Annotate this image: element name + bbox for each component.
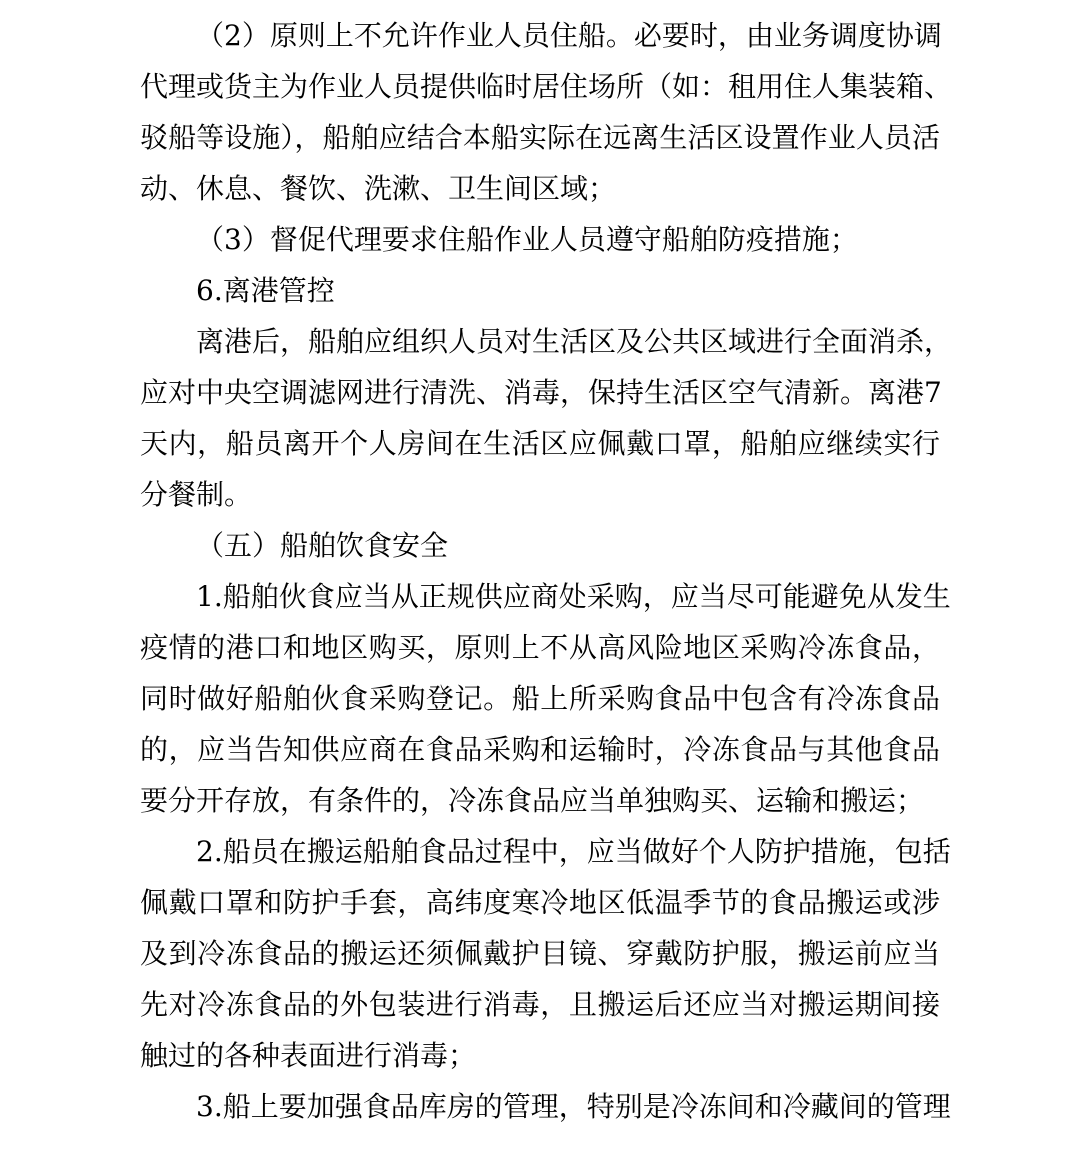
- paragraph-line: 1.船舶伙食应当从正规供应商处采购，应当尽可能避免从发生: [196, 580, 951, 613]
- paragraph-line: 同时做好船舶伙食采购登记。船上所采购食品中包含有冷冻食品: [140, 682, 940, 715]
- paragraph-line: 触过的各种表面进行消毒；: [140, 1039, 477, 1072]
- paragraph-line: 疫情的港口和地区购买，原则上不从高风险地区采购冷冻食品，: [140, 631, 940, 664]
- paragraph-line: 应对中央空调滤网进行清洗、消毒，保持生活区空气清新。离港7: [140, 376, 942, 409]
- paragraph-line: 3.船上要加强食品库房的管理，特别是冷冻间和冷藏间的管理: [196, 1090, 951, 1123]
- paragraph-line: （2）原则上不允许作业人员住船。必要时，由业务调度协调: [196, 19, 942, 52]
- paragraph-line: 的，应当告知供应商在食品采购和运输时，冷冻食品与其他食品: [140, 733, 940, 766]
- section-heading: （五）船舶饮食安全: [196, 529, 449, 562]
- paragraph-line: 先对冷冻食品的外包装进行消毒，且搬运后还应当对搬运期间接: [140, 988, 940, 1021]
- paragraph-line: 驳船等设施），船舶应结合本船实际在远离生活区设置作业人员活: [140, 121, 940, 154]
- section-heading: 6.离港管控: [196, 274, 335, 307]
- paragraph-line: 分餐制。: [140, 478, 253, 511]
- paragraph-line: 代理或货主为作业人员提供临时居住场所（如：租用住人集装箱、: [140, 70, 953, 103]
- paragraph-line: 天内，船员离开个人房间在生活区应佩戴口罩，船舶应继续实行: [140, 427, 940, 460]
- paragraph-line: 及到冷冻食品的搬运还须佩戴护目镜、穿戴防护服，搬运前应当: [140, 937, 940, 970]
- paragraph-line: 佩戴口罩和防护手套，高纬度寒冷地区低温季节的食品搬运或涉: [140, 886, 940, 919]
- paragraph-line: 离港后，船舶应组织人员对生活区及公共区域进行全面消杀，: [196, 325, 953, 358]
- paragraph-line: 动、休息、餐饮、洗漱、卫生间区域；: [140, 172, 617, 205]
- paragraph-line: 2.船员在搬运船舶食品过程中，应当做好个人防护措施，包括: [196, 835, 951, 868]
- document-page: [140, 10, 953, 1132]
- paragraph-line: 要分开存放，有条件的，冷冻食品应当单独购买、运输和搬运；: [140, 784, 925, 817]
- paragraph-line: （3）督促代理要求住船作业人员遵守船舶防疫措施；: [196, 223, 858, 256]
